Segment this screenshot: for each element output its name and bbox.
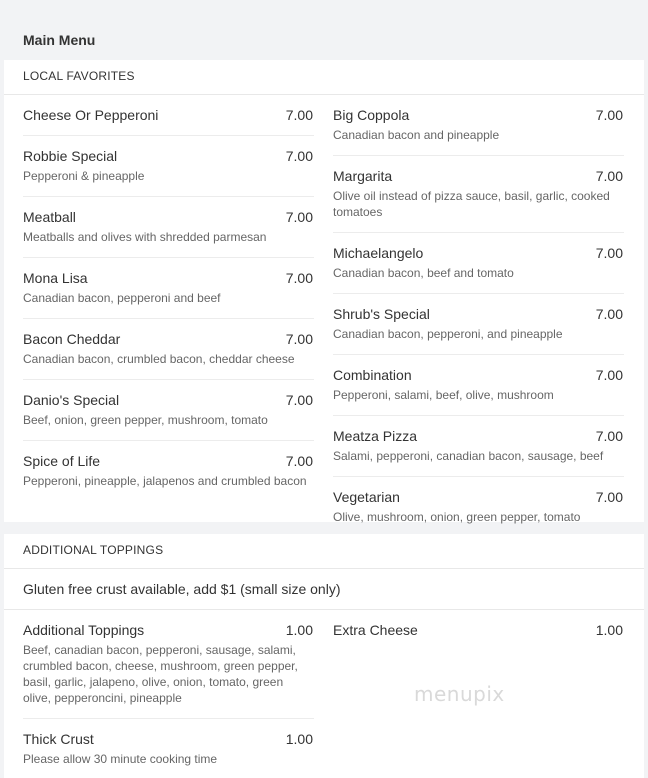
item-name: Meatza Pizza bbox=[333, 428, 418, 444]
item-description: Canadian bacon, beef and tomato bbox=[333, 266, 514, 280]
item-description: Please allow 30 minute cooking time bbox=[23, 752, 218, 766]
item-description: Pepperoni & pineapple bbox=[23, 169, 145, 183]
item-price: 7.00 bbox=[595, 168, 623, 184]
item-price: 7.00 bbox=[595, 428, 623, 444]
menu-item bbox=[23, 136, 314, 197]
item-price: 1.00 bbox=[595, 622, 623, 638]
item-name: Vegetarian bbox=[333, 489, 400, 505]
menu-item bbox=[333, 156, 624, 233]
item-price: 7.00 bbox=[595, 367, 623, 383]
item-name: Robbie Special bbox=[23, 148, 118, 164]
local-favorites-section bbox=[4, 60, 644, 522]
item-description: Beef, onion, green pepper, mushroom, tomato bbox=[23, 413, 268, 427]
item-price: 7.00 bbox=[285, 453, 313, 469]
menu-item bbox=[333, 233, 624, 294]
menu-item bbox=[23, 197, 314, 258]
item-description: Salami, pepperoni, canadian bacon, sausage, beef bbox=[333, 449, 604, 463]
menu-item bbox=[23, 95, 314, 136]
menu-item bbox=[23, 380, 314, 441]
menu-item bbox=[333, 355, 624, 416]
item-description: Meatballs and olives with shredded parmesan bbox=[23, 230, 267, 244]
item-name: Extra Cheese bbox=[333, 622, 418, 638]
menu-item bbox=[23, 441, 314, 501]
gluten-free-note: Gluten free crust available, add $1 (small size only) bbox=[4, 569, 644, 610]
local-favorites-right-column bbox=[314, 95, 624, 537]
item-description: Olive, mushroom, onion, green pepper, tomato bbox=[333, 510, 581, 524]
item-price: 7.00 bbox=[285, 331, 313, 347]
item-price: 1.00 bbox=[285, 622, 313, 638]
local-favorites-left-column bbox=[4, 95, 314, 537]
item-price: 1.00 bbox=[285, 731, 313, 747]
item-name: Combination bbox=[333, 367, 412, 383]
item-description: Olive oil instead of pizza sauce, basil, garlic, cooked tomatoes bbox=[333, 189, 610, 219]
page-title: Main Menu bbox=[23, 32, 96, 48]
item-price: 7.00 bbox=[595, 245, 623, 261]
item-price: 7.00 bbox=[285, 148, 313, 164]
item-name: Bacon Cheddar bbox=[23, 331, 121, 347]
menu-item bbox=[23, 610, 314, 719]
menu-item bbox=[23, 719, 314, 778]
item-name: Shrub's Special bbox=[333, 306, 430, 322]
menu-item bbox=[333, 610, 624, 650]
toppings-left-column bbox=[4, 610, 314, 778]
menu-item bbox=[333, 294, 624, 355]
item-name: Additional Toppings bbox=[23, 622, 145, 638]
section-title-local-favorites: LOCAL FAVORITES bbox=[4, 60, 644, 95]
item-price: 7.00 bbox=[285, 392, 313, 408]
item-description: Canadian bacon, crumbled bacon, cheddar cheese bbox=[23, 352, 295, 366]
item-name: Thick Crust bbox=[23, 731, 94, 747]
section-title-additional-toppings: ADDITIONAL TOPPINGS bbox=[4, 534, 644, 569]
menu-item bbox=[333, 95, 624, 156]
menupix-watermark: menupix bbox=[414, 682, 505, 706]
item-name: Spice of Life bbox=[23, 453, 101, 469]
item-description: Canadian bacon and pineapple bbox=[333, 128, 500, 142]
item-description: Canadian bacon, pepperoni, and pineapple bbox=[333, 327, 563, 341]
additional-toppings-section bbox=[4, 534, 644, 778]
item-price: 7.00 bbox=[595, 306, 623, 322]
item-price: 7.00 bbox=[285, 270, 313, 286]
item-price: 7.00 bbox=[595, 107, 623, 123]
menu-item bbox=[23, 258, 314, 319]
item-name: Meatball bbox=[23, 209, 76, 225]
menu-item bbox=[333, 477, 624, 537]
item-price: 7.00 bbox=[595, 489, 623, 505]
item-description: Pepperoni, pineapple, jalapenos and crumbled bacon bbox=[23, 474, 307, 488]
item-description: Beef, canadian bacon, pepperoni, sausage, salami, crumbled bacon, cheese, mushroom, green pepper, basil, garlic, jalapeno, olive, onion, tomato, green olive, pepperoncini, pineapple bbox=[23, 643, 298, 705]
item-name: Cheese Or Pepperoni bbox=[23, 107, 159, 123]
item-price: 7.00 bbox=[285, 107, 313, 123]
item-name: Danio's Special bbox=[23, 392, 120, 408]
item-name: Mona Lisa bbox=[23, 270, 88, 286]
item-name: Margarita bbox=[333, 168, 393, 184]
item-name: Big Coppola bbox=[333, 107, 410, 123]
item-description: Pepperoni, salami, beef, olive, mushroom bbox=[333, 388, 554, 402]
item-price: 7.00 bbox=[285, 209, 313, 225]
item-name: Michaelangelo bbox=[333, 245, 424, 261]
item-description: Canadian bacon, pepperoni and beef bbox=[23, 291, 221, 305]
menu-item bbox=[333, 416, 624, 477]
menu-item bbox=[23, 319, 314, 380]
